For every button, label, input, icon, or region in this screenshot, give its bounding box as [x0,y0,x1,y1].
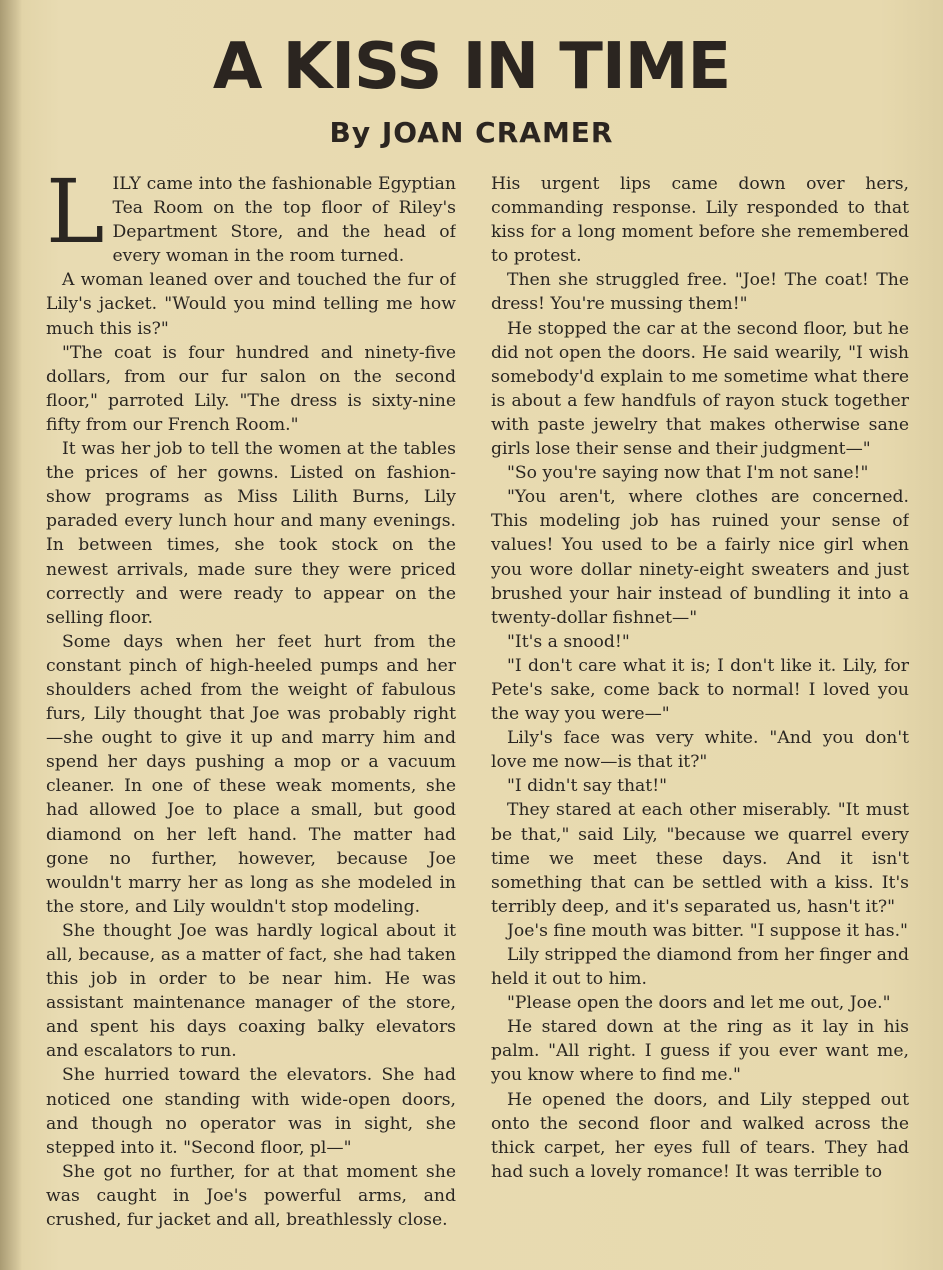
paragraph: Lily stripped the diamond from her finger and held it out to him. [491,945,909,990]
paragraph: Then she struggled free. "Joe! The coat! The dress! You're mussing them!" [491,270,909,315]
paragraph: "You aren't, where clothes are concerned. This modeling job has ruined your sense of values! You used to be a fairly nice girl when you wore dollar ninety-eight sweaters and just brushed your hair instead of bundling it into a twenty-dollar fishnet—" [491,487,909,628]
paragraph: "The coat is four hundred and ninety-five dollars, from our fur salon on the second floor," parroted Lily. "The dress is sixty-nine fifty from our French Room." [46,342,456,435]
paragraph: He opened the doors, and Lily stepped out onto the second floor and walked across the thick carpet, her eyes full of tears. They had had such a lovely romance! It was terrible to [491,1089,909,1182]
paragraph: They stared at each other miserably. "It must be that," said Lily, "because we quarrel every time we meet these days. And it isn't something that can be settled with a kiss. It's terribly deep, and it's separated us, hasn't it?" [491,800,909,917]
paragraph: Lily's face was very white. "And you don't love me now—is that it?" [491,728,909,773]
paragraph: Some days when her feet hurt from the constant pinch of high-heeled pumps and her shoulders ached from the weight of fabulous furs, Lily thought that Joe was probably right —she ought to give it up and marry him and spend her days pushing a mop or a vacuum cleaner. In one of these weak moments, she had allowed Joe to place a small, but good diamond on her left hand. The matter had gone no further, however, because Joe wouldn't marry her as long as she modeled in the store, and Lily wouldn't stop modeling. [46,631,456,917]
paragraph: He stopped the car at the second floor, but he did not open the doors. He said wearily, "I wish somebody'd explain to me sometime what there is about a few handfuls of rayon stuck together with paste jewelry that makes otherwise sane girls lose their sense and their judgment—" [491,318,909,460]
paragraph: Joe's fine mouth was bitter. "I suppose it has." [507,920,908,941]
paragraph: "I don't care what it is; I don't like it. Lily, for Pete's sake, come back to normal! I loved you the way you were—" [491,655,909,725]
paragraph: "It's a snood!" [507,631,630,652]
story-title: A KISS IN TIME [212,30,731,104]
left-column [46,172,456,1232]
page-spine-shadow [0,0,22,1270]
paragraph: His urgent lips came down over hers, commanding response. Lily responded to that kiss for a long moment before she remembered to protest. [491,174,909,267]
paragraph: It was her job to tell the women at the tables the prices of her gowns. Listed on fashion-show programs as Miss Lilith Burns, Lily paraded every lunch hour and many evenings. In between times, she took stock on the newest arrivals, made sure they were priced correctly and were ready to appear on the selling floor. [46,439,456,628]
right-column [491,172,909,1232]
paragraph: "I didn't say that!" [507,776,668,797]
paragraph-text: ILY came into the fashionable Egyptian Tea Room on the top floor of Riley's Department Store, and the head of every woman in the room turned. [112,174,456,267]
paragraph: "So you're saying now that I'm not sane!" [507,463,869,484]
drop-cap: L [46,172,105,263]
paragraph: She hurried toward the elevators. She had noticed one standing with wide-open doors, and though no operator was in sight, she stepped into it. "Second floor, pl—" [46,1065,456,1158]
paragraph: A woman leaned over and touched the fur of Lily's jacket. "Would you mind telling me how much this is?" [46,270,456,339]
paragraph: "Please open the doors and let me out, Joe." [507,993,891,1014]
paragraph: She got no further, for at that moment she was caught in Joe's powerful arms, and crushed, fur jacket and all, breathlessly close. [46,1161,456,1231]
paragraph: She thought Joe was hardly logical about it all, because, as a matter of fact, she had taken this job in order to be near him. He was assistant maintenance manager of the store, and spent his days coaxing balky elevators and escalators to run. [46,920,456,1062]
paragraph [46,172,456,268]
story-byline: By JOAN CRAMER [329,116,614,149]
paragraph: He stared down at the ring as it lay in his palm. "All right. I guess if you ever want me, you know where to find me." [491,1017,909,1086]
